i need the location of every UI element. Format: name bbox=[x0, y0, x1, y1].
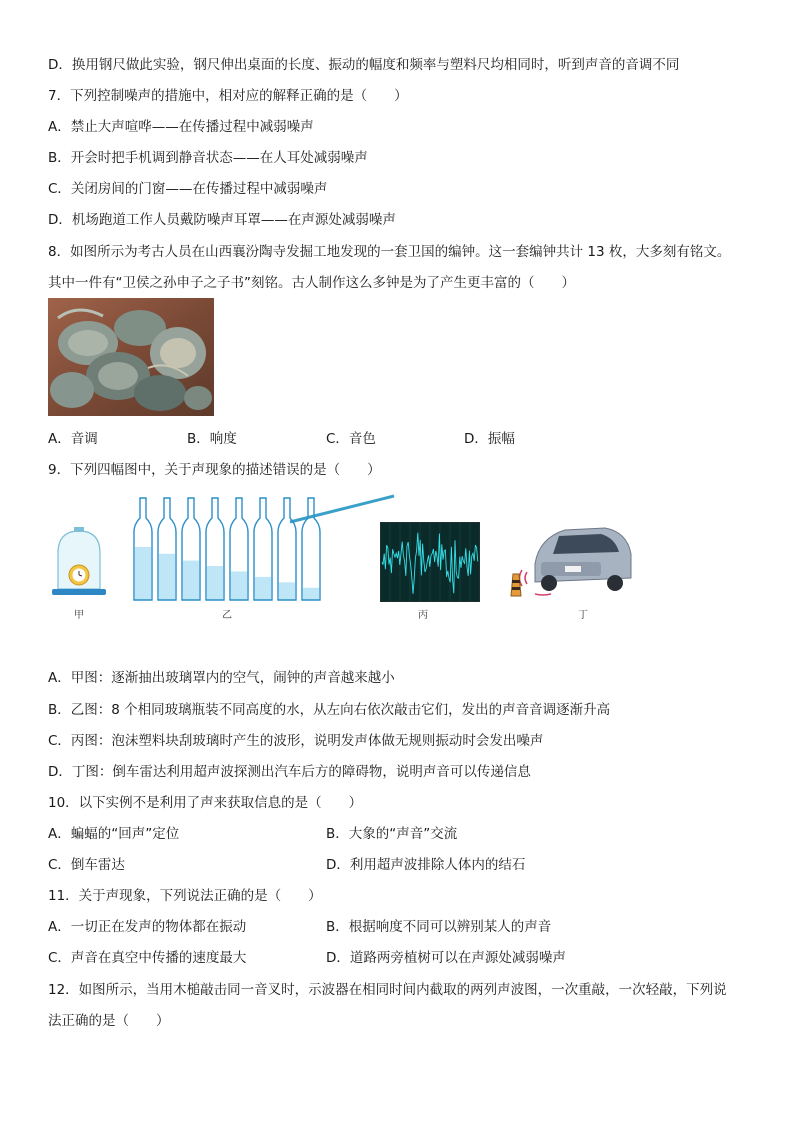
q6-option-d: D．换用钢尺做此实验，钢尺伸出桌面的长度、振动的幅度和频率与塑料尺均相同时，听到声音的音调不同 bbox=[48, 57, 680, 73]
q9-stem: 9．下列四幅图中，关于声现象的描述错误的是（ ） bbox=[48, 462, 381, 478]
q10-option-d: D．利用超声波排除人体内的结石 bbox=[326, 857, 526, 873]
caption-jia: 甲 bbox=[74, 610, 84, 621]
q8-option-c: C．音色 bbox=[326, 431, 376, 447]
q8-option-b: B．响度 bbox=[187, 431, 237, 447]
q11-option-b: B．根据响度不同可以辨别某人的声音 bbox=[326, 919, 552, 935]
q7-option-a: A．禁止大声喧哗——在传播过程中减弱噪声 bbox=[48, 119, 314, 135]
q10-stem: 10．以下实例不是利用了声来获取信息的是（ ） bbox=[48, 795, 363, 811]
q10-option-a: A．蝙蝠的“回声”定位 bbox=[48, 826, 180, 842]
bronze-bells-photo bbox=[48, 298, 214, 416]
q11-stem: 11．关于声现象，下列说法正确的是（ ） bbox=[48, 888, 322, 904]
q8-option-d: D．振幅 bbox=[464, 431, 515, 447]
q12-stem-line2: 法正确的是（ ） bbox=[48, 1013, 170, 1029]
bottle bbox=[206, 498, 224, 600]
q12-stem-line1: 12．如图所示，当用木槌敲击同一音叉时，示波器在相同时间内截取的两列声波图，一次重敲，一次轻敲，下列说 bbox=[48, 982, 727, 998]
water-bottles-figure bbox=[130, 492, 400, 604]
bottle bbox=[230, 498, 248, 600]
q7-option-d: D．机场跑道工作人员戴防噪声耳罩——在声源处减弱噪声 bbox=[48, 212, 396, 228]
q9-option-c: C．丙图：泡沫塑料块刮玻璃时产生的波形，说明发声体做无规则振动时会发出噪声 bbox=[48, 733, 544, 749]
q8-stem-line2: 其中一件有“卫侯之孙申子之子书”刻铭。古人制作这么多钟是为了产生更丰富的（ ） bbox=[48, 275, 575, 291]
q7-stem: 7．下列控制噪声的措施中，相对应的解释正确的是（ ） bbox=[48, 88, 408, 104]
q11-option-c: C．声音在真空中传播的速度最大 bbox=[48, 950, 247, 966]
q10-option-c: C．倒车雷达 bbox=[48, 857, 125, 873]
q7-option-c: C．关闭房间的门窗——在传播过程中减弱噪声 bbox=[48, 181, 328, 197]
bottle bbox=[134, 498, 152, 600]
bottle bbox=[182, 498, 200, 600]
caption-yi: 乙 bbox=[222, 610, 232, 621]
noise-waveform-figure bbox=[380, 522, 480, 602]
q9-option-b: B．乙图：8 个相同玻璃瓶装不同高度的水，从左向右依次敲击它们，发出的声音音调逐渐升高 bbox=[48, 702, 611, 718]
q8-stem-line1: 8．如图所示为考古人员在山西襄汾陶寺发掘工地发现的一套卫国的编钟。这一套编钟共计 13 枚，大多刻有铭文。 bbox=[48, 244, 731, 260]
q8-option-a: A．音调 bbox=[48, 431, 98, 447]
bottle bbox=[254, 498, 272, 600]
caption-bing: 丙 bbox=[418, 610, 428, 621]
bottle bbox=[158, 498, 176, 600]
bell-jar-figure bbox=[50, 527, 108, 599]
q10-option-b: B．大象的“声音”交流 bbox=[326, 826, 458, 842]
q9-option-d: D．丁图：倒车雷达利用超声波探测出汽车后方的障碍物，说明声音可以传递信息 bbox=[48, 764, 531, 780]
caption-ding: 丁 bbox=[578, 610, 588, 621]
q11-option-a: A．一切正在发声的物体都在振动 bbox=[48, 919, 247, 935]
bottle bbox=[278, 498, 296, 600]
q7-option-b: B．开会时把手机调到静音状态——在人耳处减弱噪声 bbox=[48, 150, 368, 166]
q11-option-d: D．道路两旁植树可以在声源处减弱噪声 bbox=[326, 950, 566, 966]
bottle bbox=[302, 498, 320, 600]
reversing-radar-figure bbox=[505, 520, 635, 600]
q9-option-a: A．甲图：逐渐抽出玻璃罩内的空气，闹钟的声音越来越小 bbox=[48, 670, 395, 686]
